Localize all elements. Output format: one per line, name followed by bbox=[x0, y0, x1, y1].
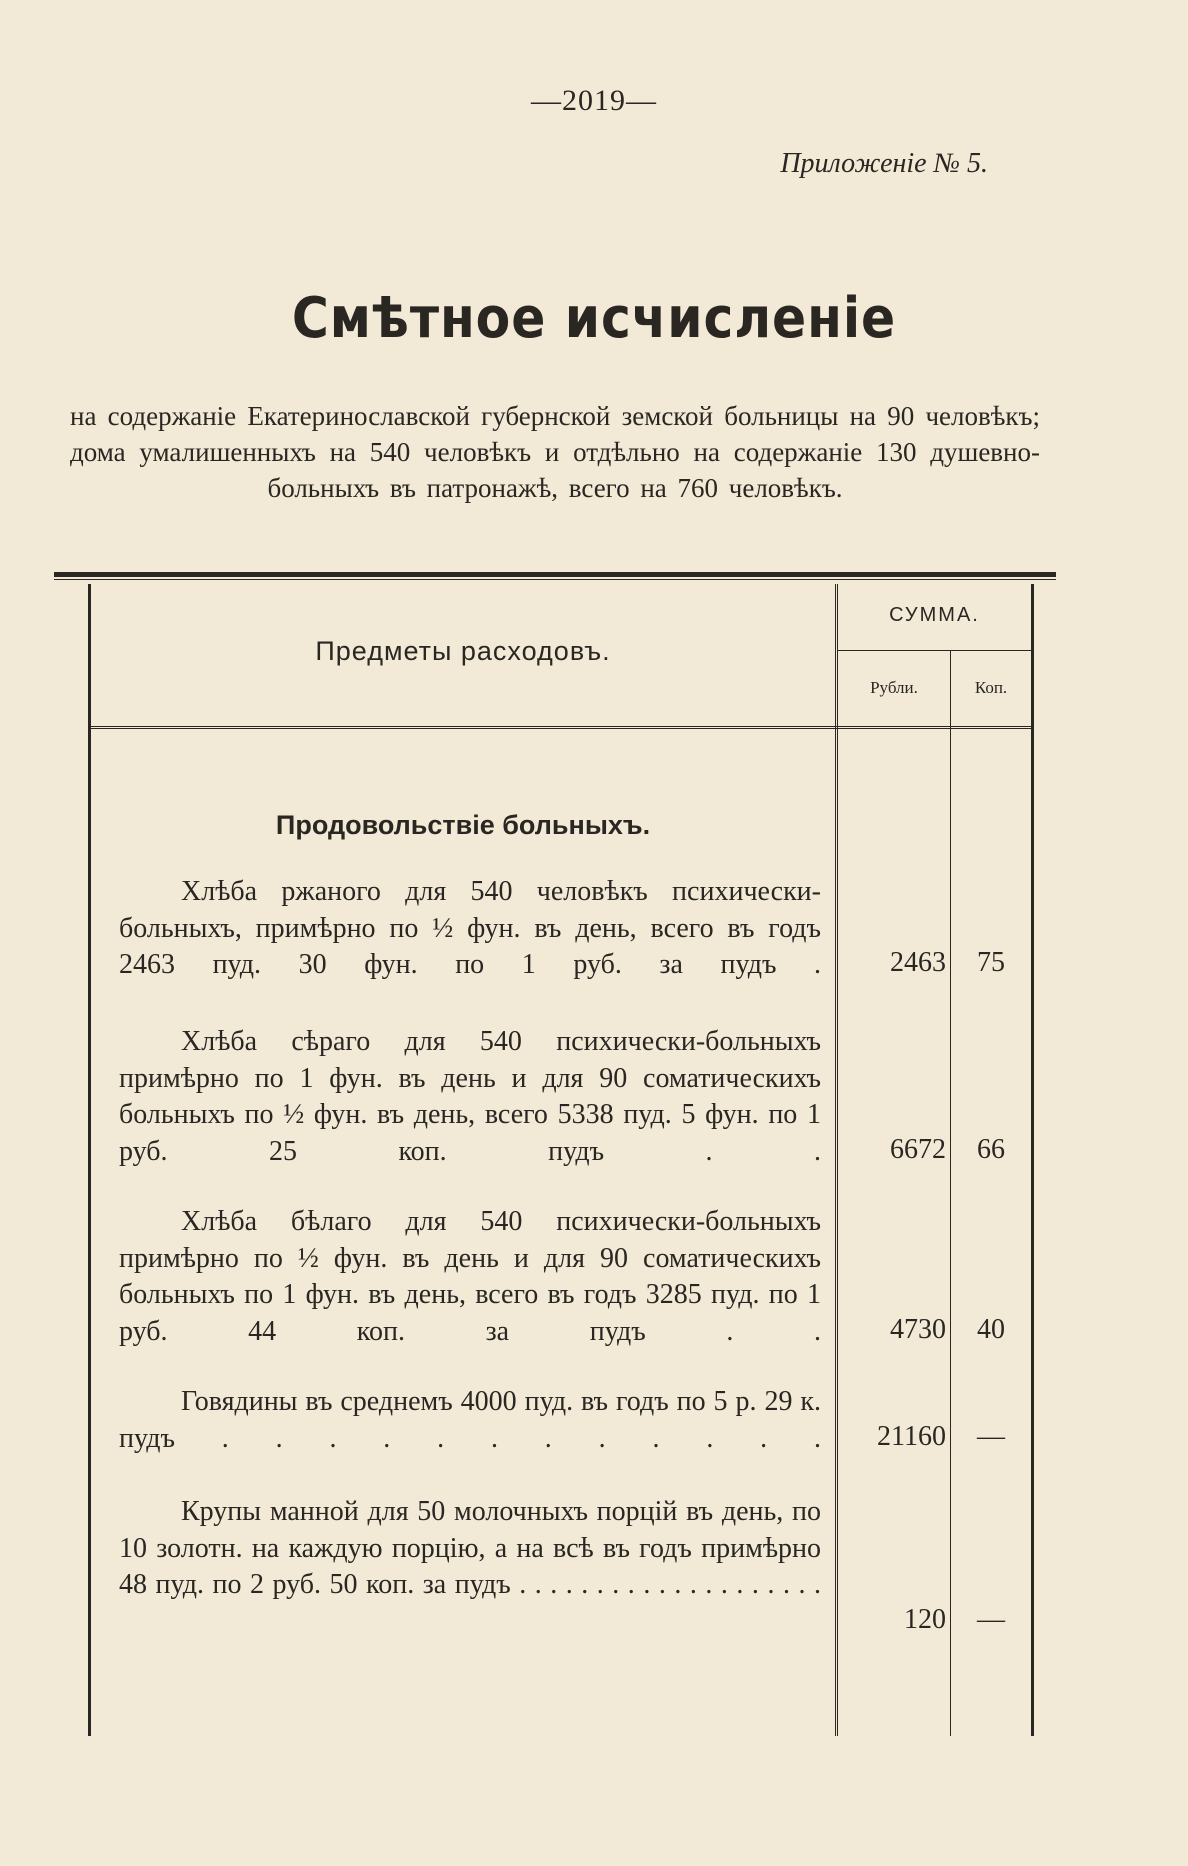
expense-table bbox=[88, 584, 1034, 1736]
sum-header-divider bbox=[838, 650, 1031, 651]
row-kopecks: — bbox=[977, 1604, 1005, 1635]
column-header-kopecks: Коп. bbox=[974, 678, 1008, 697]
column-divider-kop bbox=[950, 650, 951, 1736]
row-kopecks: — bbox=[977, 1421, 1005, 1452]
row-rubles: 21160 bbox=[877, 1421, 946, 1452]
row-rubles: 2463 bbox=[890, 947, 946, 978]
top-rule bbox=[54, 572, 1056, 580]
header-divider bbox=[91, 726, 1031, 729]
row-description: Говядины въ среднемъ 4000 пуд. въ годъ по 5 р. 29 к. пудъ . . . . . . . . . . . . bbox=[119, 1386, 821, 1454]
section-title: Продовольствіе больныхъ. bbox=[275, 810, 651, 840]
row-description: Крупы манной для 50 молочныхъ порцій въ день, по 10 золотн. на каждую порцію, а на всѣ въ годъ примѣрно 48 пуд. по 2 руб. 50 коп. за пудъ . . . . . . . . . . . . . . . . . . . . bbox=[119, 1496, 821, 1600]
row-rubles: 120 bbox=[904, 1604, 946, 1635]
row-kopecks: 66 bbox=[977, 1134, 1005, 1165]
appendix-label: Приложеніе № 5. bbox=[780, 148, 988, 179]
document-subtitle: на содержаніе Екатеринославской губернской земской больницы на 90 человѣкъ; дома умалишенныхъ на 540 человѣкъ и отдѣльно на содержаніе 130 душевно-больныхъ въ патронажѣ, всего на 760 человѣкъ. bbox=[70, 401, 1040, 503]
row-description: Хлѣба бѣлаго для 540 психически-больныхъ примѣрно по ½ фун. въ день и для 90 соматическихъ больныхъ по 1 фун. въ день, всего въ годъ 3285 пуд. по 1 руб. 44 коп. за пудъ . . bbox=[119, 1206, 821, 1347]
page-number: —2019— bbox=[531, 84, 657, 117]
row-rubles: 6672 bbox=[890, 1134, 946, 1165]
column-header-sum: СУММА. bbox=[889, 604, 980, 626]
row-rubles: 4730 bbox=[890, 1314, 946, 1345]
row-description: Хлѣба ржаного для 540 человѣкъ психически-больныхъ, примѣрно по ½ фун. въ день, всего въ годъ 2463 пуд. 30 фун. по 1 руб. за пудъ . bbox=[119, 876, 821, 980]
row-description: Хлѣба сѣраго для 540 психически-больныхъ примѣрно по 1 фун. въ день и для 90 соматическихъ больныхъ по ½ фун. въ день, всего 5338 пуд. 5 фун. по 1 руб. 25 коп. пудъ . . bbox=[119, 1026, 821, 1167]
column-header-items: Предметы расходовъ. bbox=[315, 636, 611, 666]
document-title: Смѣтное исчисленіе bbox=[291, 286, 897, 351]
row-kopecks: 40 bbox=[977, 1314, 1005, 1345]
column-header-rubles: Рубли. bbox=[870, 678, 918, 697]
row-kopecks: 75 bbox=[977, 947, 1005, 978]
